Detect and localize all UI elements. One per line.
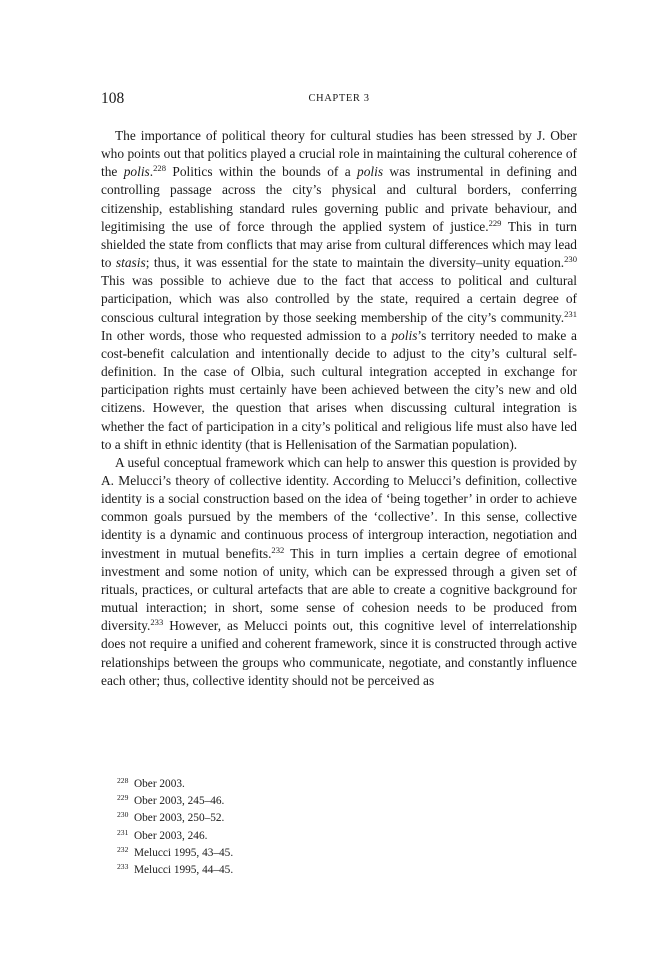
footnote-number: 230 — [117, 810, 129, 820]
italic-term: polis — [391, 327, 418, 343]
footnote-ref: 232 — [271, 544, 285, 555]
footnote-text: Melucci 1995, 43–45. — [134, 846, 234, 859]
text-run: The importance of political theory for cultural studies has been stressed by J. Ober who points out that politics played a crucial role in maintaining the cultural coherence of the — [101, 128, 577, 180]
running-head: CHAPTER 3 — [308, 93, 370, 104]
footnote-text: Ober 2003. — [134, 778, 185, 790]
italic-term: polis — [123, 164, 150, 180]
footnote-number: 231 — [117, 827, 129, 837]
text-run: ; thus, it was essential for the state to maintain the diversity–unity equation. — [145, 255, 565, 271]
footnote — [117, 808, 557, 825]
page-number: 108 — [101, 90, 125, 107]
paragraph — [101, 127, 577, 454]
footnote-text: Ober 2003, 245–46. — [134, 795, 225, 808]
footnote-number: 232 — [117, 844, 129, 854]
italic-term: polis — [357, 164, 384, 180]
text-run: was instrumental in defining and controlling passage across the city’s physical and cultural borders, conferring citizenship, establishing standard rules governing public and private behaviour, and legitimising the use of force through the applied system of justice. — [101, 164, 577, 234]
footnote-ref: 229 — [488, 217, 502, 228]
text-run: This in turn implies a certain degree of emotional investment and some notion of unity, which can be expressed through a given set of rituals, practices, or cultural artefacts that are able to create a cognitive background for mutual interaction; in short, some sense of cohesion needs to be produced from diversity. — [101, 545, 577, 634]
text-run: This in turn shielded the state from conflicts that may arise from cultural differences which may lead to — [101, 218, 577, 271]
footnote-number: 233 — [117, 862, 129, 872]
footnote — [117, 843, 557, 860]
text-run: . — [149, 164, 154, 180]
text-run: Politics within the bounds of a — [166, 164, 358, 180]
footnote — [117, 860, 557, 877]
text-run: However, as Melucci points out, this cognitive level of interrelationship does not require a unified and coherent framework, since it is constructed through active relationships between the groups who communicate, negotiate, and constantly influence each other; thus, collective identity should not be perceived as — [101, 618, 577, 688]
paragraph — [101, 454, 577, 690]
page-header — [101, 90, 577, 110]
footnote-ref: 228 — [153, 163, 167, 174]
text-run: ’s territory needed to make a cost-benefit calculation and intentionally decide to adjust to the city’s cultural self-definition. In the case of Olbia, such cultural integration accepted in exchange for participation rights must certainly have been achieved between the city’s new and old citizens. However, the question that arises when discussing cultural integration is whether the fact of participation in a city’s political and religious life must also have led to a shift in ethnic identity (that is Hellenisation of the Sarmatian population). — [101, 327, 577, 452]
footnote-text: Melucci 1995, 44–45. — [134, 864, 234, 877]
text-run: A useful conceptual framework which can help to answer this question is provided by A. Melucci’s theory of collective identity. According to Melucci’s definition, collective identity is a social construction based on the idea of ‘being together’ in order to achieve common goals pursued by the members of the ‘collective’. In this sense, collective identity is a dynamic and continuous process of intergroup interaction, negotiation and investment in mutual benefits. — [101, 454, 577, 561]
footnote — [117, 826, 557, 843]
footnote-number: 229 — [117, 793, 129, 803]
footnote-number: 228 — [117, 776, 129, 785]
footnote — [117, 774, 557, 791]
italic-term: stasis — [115, 255, 146, 271]
footnote-text: Ober 2003, 250–52. — [134, 812, 225, 825]
text-run: In other words, those who requested admission to a — [101, 327, 392, 343]
footnote — [117, 791, 557, 808]
body-text — [101, 127, 577, 690]
footnote-ref: 233 — [150, 617, 164, 628]
footnote-ref: 230 — [564, 254, 577, 265]
footnotes — [117, 774, 557, 877]
footnote-ref: 231 — [564, 308, 577, 319]
text-run: This was possible to achieve due to the fact that access to political and cultural participation, which was also controlled by the state, required a certain degree of conscious cultural integration by those seeking membership of the city’s community. — [101, 273, 577, 325]
footnote-text: Ober 2003, 246. — [134, 829, 208, 842]
